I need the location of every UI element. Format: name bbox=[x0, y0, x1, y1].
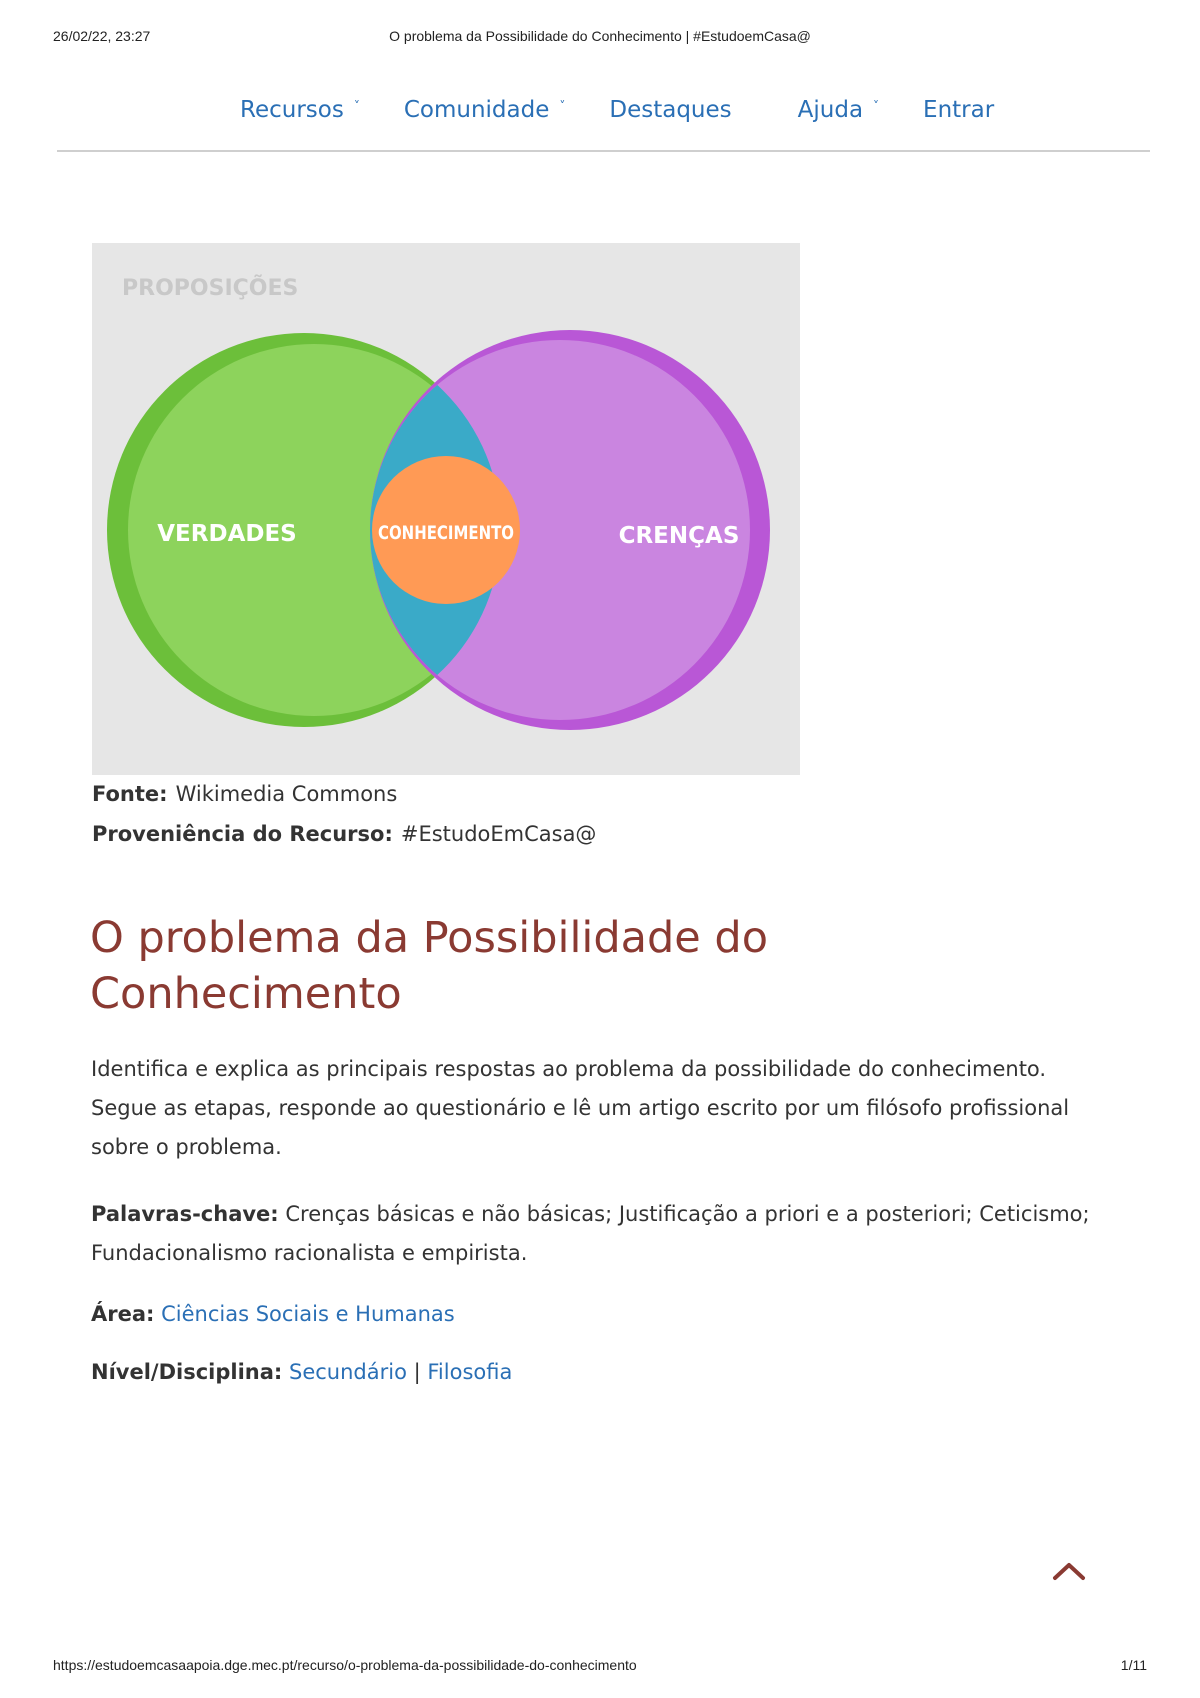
chevron-down-icon: ˅ bbox=[873, 99, 880, 113]
area-link[interactable]: Ciências Sociais e Humanas bbox=[161, 1302, 455, 1326]
page-title: O problema da Possibilidade do Conhecimento bbox=[90, 913, 769, 1019]
keywords bbox=[91, 1195, 1111, 1273]
level-line bbox=[91, 1353, 1111, 1392]
nav-item-comunidade[interactable] bbox=[404, 97, 566, 123]
venn-diagram bbox=[92, 243, 800, 775]
origin-value: #EstudoEmCasa@ bbox=[400, 822, 597, 846]
diagram-heading: PROPOSIÇÕES bbox=[122, 276, 299, 301]
area-line bbox=[91, 1295, 1111, 1334]
verdades-label: VERDADES bbox=[157, 521, 297, 547]
nav-item-label: Comunidade bbox=[403, 97, 550, 123]
nav-item-ajuda[interactable] bbox=[798, 97, 879, 123]
main-nav bbox=[240, 90, 1038, 130]
origin-line bbox=[92, 822, 596, 846]
chevron-down-icon: ˅ bbox=[559, 99, 566, 113]
origin-label: Proveniência do Recurso: bbox=[92, 822, 393, 846]
keywords-value: Crenças básicas e não básicas; Justificação a priori e a posteriori; Ceticismo; Fundacionalismo racionalista e empirista. bbox=[91, 1202, 1090, 1265]
print-datetime: 26/02/22, 23:27 bbox=[53, 28, 151, 44]
nav-item-label: Destaques bbox=[609, 97, 732, 123]
keywords-label: Palavras-chave: bbox=[91, 1202, 279, 1226]
chevron-down-icon: ˅ bbox=[353, 99, 360, 113]
nav-item-recursos[interactable] bbox=[240, 97, 360, 123]
nav-item-label: Entrar bbox=[923, 97, 995, 123]
description: Identifica e explica as principais respostas ao problema da possibilidade do conhecimento. Segue as etapas, responde ao questionário e lê um artigo escrito por um filósofo profissional sobre o problema. bbox=[91, 1057, 1070, 1159]
nav-item-destaques[interactable] bbox=[609, 97, 731, 123]
chevron-up-icon[interactable] bbox=[1051, 1556, 1087, 1584]
print-page-title: O problema da Possibilidade do Conhecimento | #EstudoemCasa@ bbox=[389, 28, 811, 44]
discipline-link[interactable]: Filosofia bbox=[427, 1360, 513, 1384]
nav-item-entrar[interactable] bbox=[923, 97, 994, 123]
print-page-number: 1/11 bbox=[1120, 1657, 1147, 1673]
source-value: Wikimedia Commons bbox=[175, 782, 398, 806]
level-link[interactable]: Secundário bbox=[288, 1360, 407, 1384]
nav-divider bbox=[57, 150, 1150, 152]
source-label: Fonte: bbox=[92, 782, 168, 806]
crencas-label: CRENÇAS bbox=[618, 523, 740, 549]
print-url: https://estudoemcasaapoia.dge.mec.pt/recurso/o-problema-da-possibilidade-do-conhecimento bbox=[53, 1657, 637, 1673]
area-label: Área: bbox=[91, 1302, 155, 1326]
source-line bbox=[92, 782, 397, 806]
level-label: Nível/Disciplina: bbox=[91, 1360, 283, 1384]
level-separator: | bbox=[413, 1360, 421, 1384]
conhecimento-label: CONHECIMENTO bbox=[378, 522, 514, 544]
nav-item-label: Ajuda bbox=[797, 97, 864, 123]
nav-item-label: Recursos bbox=[240, 97, 344, 123]
